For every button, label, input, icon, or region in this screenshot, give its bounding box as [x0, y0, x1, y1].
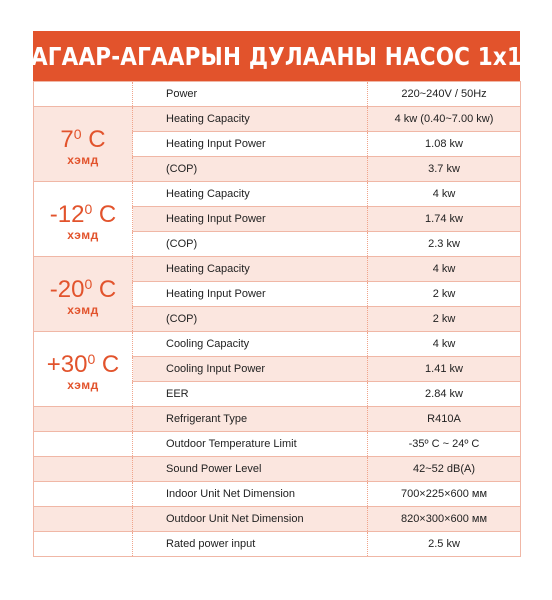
title-banner — [30, 31, 523, 81]
temp-unit-label: хэмд — [67, 302, 99, 317]
param-label: Heating Capacity — [133, 107, 368, 132]
param-value: 4 kw (0.40~7.00 kw) — [368, 107, 521, 132]
param-label: Refrigerant Type — [133, 407, 368, 432]
table-row — [34, 257, 521, 282]
param-value: 3.7 kw — [368, 157, 521, 182]
blank-cell — [34, 482, 133, 507]
param-value: 1.08 kw — [368, 132, 521, 157]
param-value: 2.84 kw — [368, 382, 521, 407]
table-row — [34, 82, 521, 107]
param-value: 2.3 kw — [368, 232, 521, 257]
table-row — [34, 107, 521, 132]
param-label: Cooling Input Power — [133, 357, 368, 382]
param-label: (COP) — [133, 307, 368, 332]
param-value: 4 kw — [368, 332, 521, 357]
temp-unit-label: хэмд — [67, 377, 99, 392]
temp-unit-label: хэмд — [67, 227, 99, 242]
table-row — [34, 432, 521, 457]
table-row — [34, 407, 521, 432]
temp-group-minus12c — [34, 182, 133, 257]
param-value: 2.5 kw — [368, 532, 521, 557]
param-label: Outdoor Temperature Limit — [133, 432, 368, 457]
param-label: Heating Input Power — [133, 132, 368, 157]
temp-unit-label: хэмд — [67, 152, 99, 167]
param-value: 1.74 kw — [368, 207, 521, 232]
table-row — [34, 507, 521, 532]
param-value: 220~240V / 50Hz — [368, 82, 521, 107]
blank-cell — [34, 532, 133, 557]
table-row — [34, 332, 521, 357]
temp-group-minus20c — [34, 257, 133, 332]
param-value: R410A — [368, 407, 521, 432]
temp-value: $-20^0$ C — [49, 275, 117, 303]
param-value: 700×225×600 мм — [368, 482, 521, 507]
spec-table — [33, 81, 521, 557]
param-label: Power — [133, 82, 368, 107]
table-row — [34, 482, 521, 507]
table-row — [34, 457, 521, 482]
param-label: Heating Capacity — [133, 182, 368, 207]
param-value: 2 kw — [368, 307, 521, 332]
temp-group-plus30c — [34, 332, 133, 407]
param-value: 4 kw — [368, 182, 521, 207]
table-row — [34, 182, 521, 207]
param-value: -35º C ~ 24º C — [368, 432, 521, 457]
param-value: 42~52 dB(A) — [368, 457, 521, 482]
param-value: 1.41 kw — [368, 357, 521, 382]
table-row — [34, 532, 521, 557]
blank-cell — [34, 82, 133, 107]
param-value: 4 kw — [368, 257, 521, 282]
param-label: Heating Capacity — [133, 257, 368, 282]
page-title: АГААР-АГААРЫН ДУЛААНЫ НАСОС 1x1 — [30, 41, 523, 71]
blank-cell — [34, 457, 133, 482]
param-value: 820×300×600 мм — [368, 507, 521, 532]
param-label: Outdoor Unit Net Dimension — [133, 507, 368, 532]
temp-group-7c — [34, 107, 133, 182]
param-label: Rated power input — [133, 532, 368, 557]
param-label: Heating Input Power — [133, 207, 368, 232]
param-label: Indoor Unit Net Dimension — [133, 482, 368, 507]
blank-cell — [34, 407, 133, 432]
blank-cell — [34, 432, 133, 457]
blank-cell — [34, 507, 133, 532]
temp-value: $7^0$ C — [60, 125, 106, 153]
param-label: (COP) — [133, 232, 368, 257]
param-value: 2 kw — [368, 282, 521, 307]
param-label: (COP) — [133, 157, 368, 182]
temp-value: $+30^0$ C — [46, 350, 120, 378]
param-label: Sound Power Level — [133, 457, 368, 482]
param-label: EER — [133, 382, 368, 407]
param-label: Cooling Capacity — [133, 332, 368, 357]
param-label: Heating Input Power — [133, 282, 368, 307]
temp-value: $-12^0$ C — [49, 200, 117, 228]
